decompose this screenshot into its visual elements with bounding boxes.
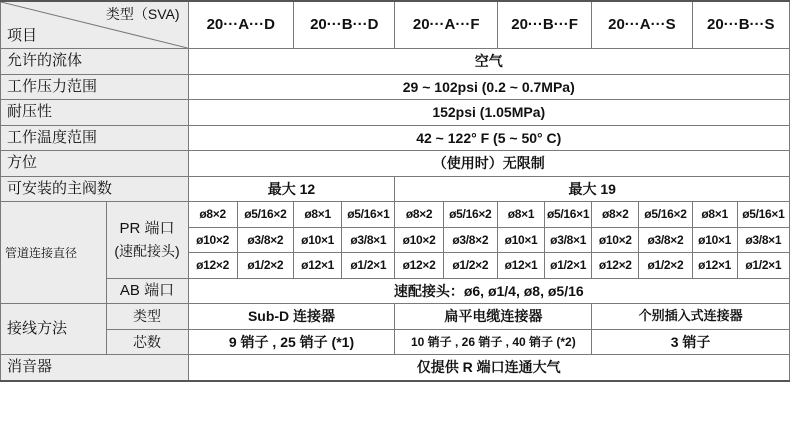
column-header: 20···A···D xyxy=(188,1,294,49)
row-label: 工作压力范围 xyxy=(1,74,189,100)
piping-cell: ø10×1 xyxy=(497,227,544,253)
piping-cell: ø5/16×2 xyxy=(237,202,293,228)
piping-cell: ø1/2×1 xyxy=(545,253,592,279)
piping-cell: ø10×2 xyxy=(592,227,639,253)
piping-cell: ø3/8×1 xyxy=(737,227,789,253)
piping-cell: ø10×1 xyxy=(692,227,737,253)
piping-cell: ø12×2 xyxy=(395,253,443,279)
type-header-label: 类型（SVA) xyxy=(105,6,180,22)
piping-cell: ø10×1 xyxy=(294,227,342,253)
piping-label: 管道连接直径 xyxy=(1,202,107,304)
ab-port-value: 速配接头：ø6, ø1/4, ø8, ø5/16 xyxy=(188,278,790,304)
piping-cell: ø1/2×2 xyxy=(443,253,497,279)
piping-cell: ø8×1 xyxy=(692,202,737,228)
piping-cell: ø12×1 xyxy=(692,253,737,279)
piping-cell: ø12×2 xyxy=(592,253,639,279)
row-value: 仅提供 R 端口连通大气 xyxy=(188,355,790,381)
wiring-pins-flat: 10 销子 , 26 销子 , 40 销子 (*2) xyxy=(395,329,592,355)
piping-cell: ø1/2×1 xyxy=(342,253,395,279)
pressure-row xyxy=(1,74,790,100)
orientation-row xyxy=(1,151,790,177)
piping-row-1 xyxy=(1,202,790,228)
pr-port-cell xyxy=(106,202,188,279)
row-label: 消音器 xyxy=(1,355,189,381)
wiring-pins-individual: 3 销子 xyxy=(592,329,790,355)
wiring-pins-subd: 9 销子 , 25 销子 (*1) xyxy=(188,329,395,355)
pr-port-sublabel: (速配接头) xyxy=(114,242,180,259)
ab-port-row xyxy=(1,278,790,304)
piping-cell: ø1/2×2 xyxy=(237,253,293,279)
fluid-row xyxy=(1,49,790,75)
column-header: 20···A···S xyxy=(592,1,692,49)
row-value: 29 ~ 102psi (0.2 ~ 0.7MPa) xyxy=(188,74,790,100)
piping-cell: ø1/2×2 xyxy=(639,253,692,279)
piping-cell: ø10×2 xyxy=(395,227,443,253)
piping-cell: ø3/8×1 xyxy=(342,227,395,253)
column-header: 20···B···F xyxy=(497,1,591,49)
column-header: 20···A···F xyxy=(395,1,497,49)
piping-cell: ø8×1 xyxy=(497,202,544,228)
row-value: 空气 xyxy=(188,49,790,75)
piping-cell: ø3/8×2 xyxy=(237,227,293,253)
row-label: 耐压性 xyxy=(1,100,189,126)
wiring-pins-row xyxy=(1,329,790,355)
piping-cell: ø12×1 xyxy=(294,253,342,279)
piping-cell: ø12×2 xyxy=(188,253,237,279)
row-value: （使用时）无限制 xyxy=(188,151,790,177)
column-header: 20···B···S xyxy=(692,1,789,49)
piping-cell: ø12×1 xyxy=(497,253,544,279)
wiring-type-label: 类型 xyxy=(106,304,188,330)
wiring-pins-label: 芯数 xyxy=(106,329,188,355)
item-header-label: 项目 xyxy=(7,27,38,44)
row-value: 42 ~ 122° F (5 ~ 50° C) xyxy=(188,125,790,151)
row-label: 方位 xyxy=(1,151,189,177)
row-label: 工作温度范围 xyxy=(1,125,189,151)
piping-cell: ø10×2 xyxy=(188,227,237,253)
header-row xyxy=(1,1,790,49)
pr-port-label: PR 端口 xyxy=(119,219,175,237)
header-corner-cell xyxy=(1,1,189,49)
proof-pressure-row xyxy=(1,100,790,126)
piping-cell: ø3/8×2 xyxy=(443,227,497,253)
temperature-row xyxy=(1,125,790,151)
piping-cell: ø8×2 xyxy=(188,202,237,228)
wiring-type-flat: 扁平电缆连接器 xyxy=(395,304,592,330)
wiring-type-individual: 个别插入式连接器 xyxy=(592,304,790,330)
wiring-type-subd: Sub-D 连接器 xyxy=(188,304,395,330)
piping-cell: ø3/8×2 xyxy=(639,227,692,253)
max-valves-b: 最大 19 xyxy=(395,176,790,202)
piping-cell: ø1/2×1 xyxy=(737,253,789,279)
piping-cell: ø5/16×1 xyxy=(545,202,592,228)
wiring-type-row xyxy=(1,304,790,330)
wiring-label: 接线方法 xyxy=(1,304,107,355)
piping-cell: ø3/8×1 xyxy=(545,227,592,253)
piping-cell: ø5/16×2 xyxy=(443,202,497,228)
piping-cell: ø5/16×1 xyxy=(737,202,789,228)
row-label: 允许的流体 xyxy=(1,49,189,75)
max-valves-row xyxy=(1,176,790,202)
row-label: 可安装的主阀数 xyxy=(1,176,189,202)
silencer-row xyxy=(1,355,790,381)
piping-cell: ø5/16×1 xyxy=(342,202,395,228)
piping-cell: ø8×1 xyxy=(294,202,342,228)
piping-cell: ø5/16×2 xyxy=(639,202,692,228)
ab-port-label: AB 端口 xyxy=(106,278,188,304)
column-header: 20···B···D xyxy=(294,1,395,49)
row-value: 152psi (1.05MPa) xyxy=(188,100,790,126)
piping-cell: ø8×2 xyxy=(592,202,639,228)
max-valves-a: 最大 12 xyxy=(188,176,395,202)
piping-cell: ø8×2 xyxy=(395,202,443,228)
